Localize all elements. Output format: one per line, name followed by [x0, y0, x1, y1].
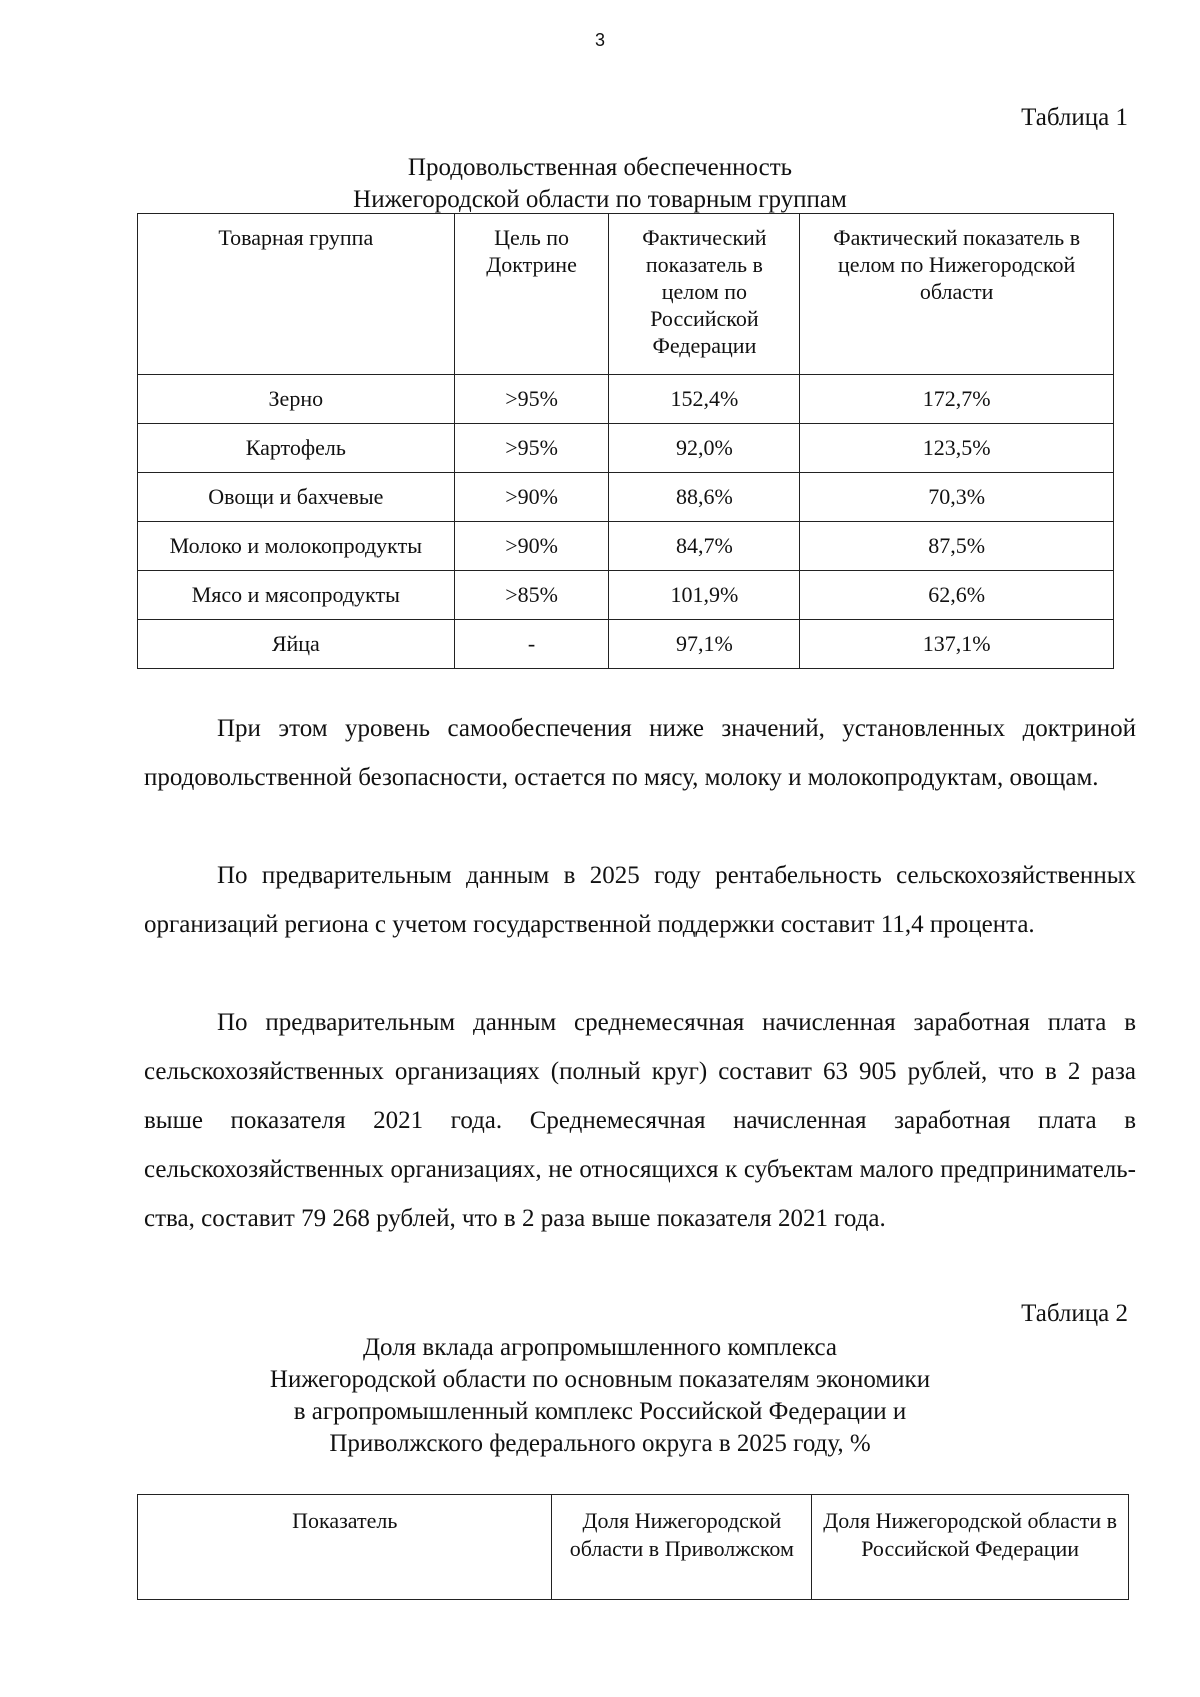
- table-row: [138, 424, 1114, 473]
- table-row: [138, 473, 1114, 522]
- table2-caption-line: в агропромышленный комплекс Российской Федерации и: [293, 1398, 907, 1425]
- table2-caption-line: Нижегородской области по основным показателям экономики: [269, 1366, 931, 1393]
- cell-doctrine-target: >95%: [454, 375, 609, 424]
- cell-product-group: Зерно: [138, 375, 455, 424]
- table2-caption-line: Приволжского федерального округа в 2025 году, %: [329, 1430, 871, 1457]
- cell-region-actual: 70,3%: [800, 473, 1114, 522]
- body-paragraph: При этом уровень самообеспечения ниже значений, установленных доктриной продовольственной безопасности, остается по мясу, молоку и молокопродуктам, овощам.: [144, 715, 1136, 791]
- table-row: [138, 522, 1114, 571]
- table1-caption: [0, 152, 1200, 216]
- table1-caption-line: Продовольственная обеспеченность: [407, 154, 793, 181]
- page-number: 3: [594, 30, 605, 50]
- cell-product-group: Молоко и молокопродукты: [138, 522, 455, 571]
- cell-doctrine-target: -: [454, 620, 609, 669]
- cell-rf-actual: 97,1%: [609, 620, 800, 669]
- header-region-actual: Фактический показатель в целом по Нижегородской области: [800, 214, 1114, 375]
- header-share-rf: Доля Нижегородской области в Российской Федерации: [812, 1495, 1129, 1600]
- table-header-row: [138, 1495, 1129, 1600]
- cell-region-actual: 62,6%: [800, 571, 1114, 620]
- cell-rf-actual: 88,6%: [609, 473, 800, 522]
- cell-region-actual: 123,5%: [800, 424, 1114, 473]
- table1-caption-line: Нижегородской области по товарным группам: [353, 186, 847, 213]
- table2-caption: [0, 1332, 1200, 1460]
- cell-rf-actual: 92,0%: [609, 424, 800, 473]
- cell-product-group: Мясо и мясопродукты: [138, 571, 455, 620]
- table2-caption-line: Доля вклада агропромышленного комплекса: [362, 1334, 838, 1361]
- cell-rf-actual: 152,4%: [609, 375, 800, 424]
- table-header-row: [138, 214, 1114, 375]
- cell-doctrine-target: >85%: [454, 571, 609, 620]
- table-row: [138, 375, 1114, 424]
- food-security-table: [137, 213, 1114, 669]
- cell-doctrine-target: >95%: [454, 424, 609, 473]
- body-paragraph: По предварительным данным в 2025 году рентабельность сельскохозяйственных организаций региона с учетом государственной поддержки составит 11,4 процента.: [144, 862, 1136, 938]
- apk-contribution-table: [137, 1494, 1129, 1600]
- body-paragraph: По предварительным данным среднемесячная начисленная заработная плата в сельскохозяйственных организациях (полный круг) составит 63 905 рублей, что в 2 раза выше показателя 2021 года. Среднемесячная начисленная заработная плата в сельскохозяйственных организациях, не относящихся к субъектам малого предпринимательства, составит 79 268 рублей, что в 2 раза выше показателя 2021 года.: [144, 1009, 1136, 1232]
- cell-product-group: Овощи и бахчевые: [138, 473, 455, 522]
- table1-label: Таблица 1: [1021, 104, 1128, 131]
- table-row: [138, 571, 1114, 620]
- cell-rf-actual: 84,7%: [609, 522, 800, 571]
- cell-region-actual: 137,1%: [800, 620, 1114, 669]
- cell-rf-actual: 101,9%: [609, 571, 800, 620]
- cell-product-group: Картофель: [138, 424, 455, 473]
- cell-doctrine-target: >90%: [454, 522, 609, 571]
- cell-doctrine-target: >90%: [454, 473, 609, 522]
- header-share-volga: Доля Нижегородской области в Приволжском: [552, 1495, 812, 1600]
- header-indicator: Показатель: [138, 1495, 552, 1600]
- header-product-group: Товарная группа: [138, 214, 455, 375]
- cell-region-actual: 172,7%: [800, 375, 1114, 424]
- header-rf-actual: Фактический показатель в целом по Российской Федерации: [609, 214, 800, 375]
- cell-product-group: Яйца: [138, 620, 455, 669]
- header-doctrine-target: Цель по Доктрине: [454, 214, 609, 375]
- cell-region-actual: 87,5%: [800, 522, 1114, 571]
- table-row: [138, 620, 1114, 669]
- table2-label: Таблица 2: [1021, 1300, 1128, 1327]
